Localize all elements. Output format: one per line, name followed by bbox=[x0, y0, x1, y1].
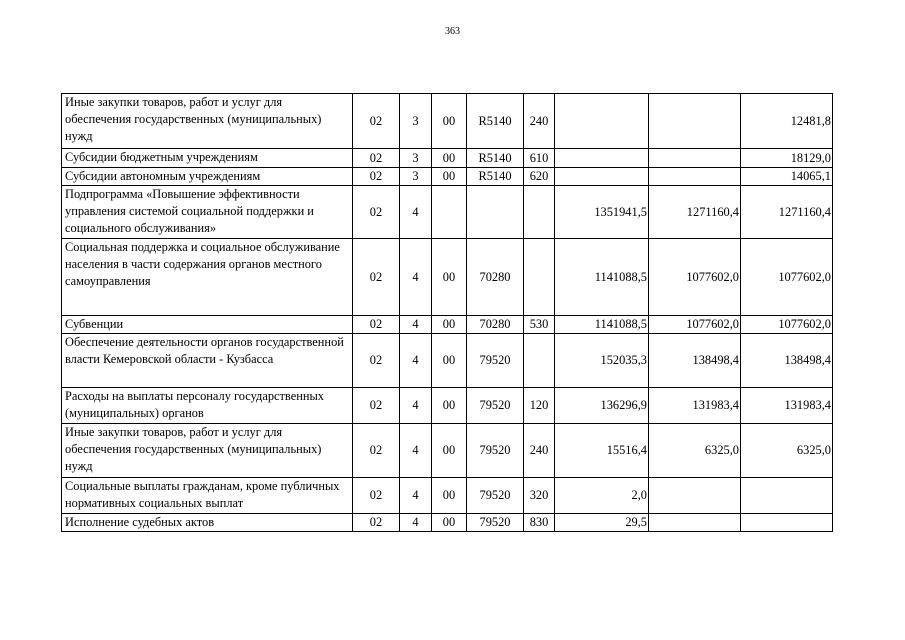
table-row bbox=[62, 388, 833, 424]
amount-year1-cell: 1351941,5 bbox=[555, 186, 649, 239]
section-code-cell: 02 bbox=[353, 316, 400, 334]
expense-type-code-cell: 120 bbox=[524, 388, 555, 424]
expense-name-cell: Исполнение судебных актов bbox=[62, 514, 353, 532]
amount-year2-cell bbox=[649, 478, 741, 514]
section-code-cell: 02 bbox=[353, 388, 400, 424]
expense-type-code-cell: 320 bbox=[524, 478, 555, 514]
amount-year3-cell bbox=[741, 514, 833, 532]
subsection-code-cell: 4 bbox=[400, 239, 432, 316]
expense-type-code-cell bbox=[524, 239, 555, 316]
program-code-cell: 00 bbox=[432, 424, 467, 478]
amount-year2-cell bbox=[649, 94, 741, 149]
expense-type-code-cell bbox=[524, 186, 555, 239]
amount-year1-cell bbox=[555, 168, 649, 186]
table-row bbox=[62, 168, 833, 186]
amount-year1-cell: 152035,3 bbox=[555, 334, 649, 388]
table-row bbox=[62, 239, 833, 316]
expense-name-cell: Расходы на выплаты персоналу государственных (муниципальных) органов bbox=[62, 388, 353, 424]
expense-name-cell: Подпрограмма «Повышение эффективности управления системой социальной поддержки и социального обслуживания» bbox=[62, 186, 353, 239]
amount-year3-cell: 1077602,0 bbox=[741, 239, 833, 316]
table-row bbox=[62, 149, 833, 168]
target-code-cell: R5140 bbox=[467, 94, 524, 149]
expense-type-code-cell: 240 bbox=[524, 94, 555, 149]
subsection-code-cell: 4 bbox=[400, 388, 432, 424]
amount-year3-cell: 12481,8 bbox=[741, 94, 833, 149]
amount-year2-cell: 131983,4 bbox=[649, 388, 741, 424]
target-code-cell: R5140 bbox=[467, 168, 524, 186]
program-code-cell: 00 bbox=[432, 239, 467, 316]
amount-year2-cell: 138498,4 bbox=[649, 334, 741, 388]
section-code-cell: 02 bbox=[353, 424, 400, 478]
program-code-cell: 00 bbox=[432, 388, 467, 424]
budget-table bbox=[61, 93, 833, 532]
section-code-cell: 02 bbox=[353, 478, 400, 514]
expense-name-cell: Иные закупки товаров, работ и услуг для обеспечения государственных (муниципальных) нужд bbox=[62, 94, 353, 149]
subsection-code-cell: 4 bbox=[400, 478, 432, 514]
program-code-cell: 00 bbox=[432, 514, 467, 532]
section-code-cell: 02 bbox=[353, 514, 400, 532]
target-code-cell: 70280 bbox=[467, 316, 524, 334]
section-code-cell: 02 bbox=[353, 94, 400, 149]
amount-year1-cell: 1141088,5 bbox=[555, 239, 649, 316]
subsection-code-cell: 4 bbox=[400, 186, 432, 239]
amount-year1-cell bbox=[555, 94, 649, 149]
table-row bbox=[62, 186, 833, 239]
expense-name-cell: Социальные выплаты гражданам, кроме публичных нормативных социальных выплат bbox=[62, 478, 353, 514]
program-code-cell: 00 bbox=[432, 334, 467, 388]
amount-year3-cell: 18129,0 bbox=[741, 149, 833, 168]
expense-name-cell: Обеспечение деятельности органов государственной власти Кемеровской области - Кузбасса bbox=[62, 334, 353, 388]
expense-name-cell: Социальная поддержка и социальное обслуживание населения в части содержания органов местного самоуправления bbox=[62, 239, 353, 316]
expense-name-cell: Субвенции bbox=[62, 316, 353, 334]
section-code-cell: 02 bbox=[353, 186, 400, 239]
target-code-cell: 79520 bbox=[467, 388, 524, 424]
amount-year3-cell: 1077602,0 bbox=[741, 316, 833, 334]
expense-name-cell: Иные закупки товаров, работ и услуг для обеспечения государственных (муниципальных) нужд bbox=[62, 424, 353, 478]
expense-type-code-cell: 610 bbox=[524, 149, 555, 168]
target-code-cell: 79520 bbox=[467, 478, 524, 514]
amount-year2-cell bbox=[649, 149, 741, 168]
subsection-code-cell: 4 bbox=[400, 334, 432, 388]
expense-type-code-cell: 530 bbox=[524, 316, 555, 334]
amount-year1-cell: 15516,4 bbox=[555, 424, 649, 478]
amount-year2-cell bbox=[649, 514, 741, 532]
amount-year3-cell: 1271160,4 bbox=[741, 186, 833, 239]
section-code-cell: 02 bbox=[353, 149, 400, 168]
section-code-cell: 02 bbox=[353, 239, 400, 316]
expense-type-code-cell: 620 bbox=[524, 168, 555, 186]
program-code-cell: 00 bbox=[432, 478, 467, 514]
amount-year3-cell: 131983,4 bbox=[741, 388, 833, 424]
target-code-cell: 79520 bbox=[467, 334, 524, 388]
program-code-cell: 00 bbox=[432, 149, 467, 168]
expense-type-code-cell: 830 bbox=[524, 514, 555, 532]
amount-year3-cell: 6325,0 bbox=[741, 424, 833, 478]
amount-year3-cell bbox=[741, 478, 833, 514]
amount-year3-cell: 138498,4 bbox=[741, 334, 833, 388]
subsection-code-cell: 4 bbox=[400, 424, 432, 478]
target-code-cell: 79520 bbox=[467, 424, 524, 478]
expense-type-code-cell bbox=[524, 334, 555, 388]
amount-year2-cell: 1271160,4 bbox=[649, 186, 741, 239]
amount-year2-cell: 1077602,0 bbox=[649, 316, 741, 334]
amount-year1-cell: 29,5 bbox=[555, 514, 649, 532]
amount-year1-cell: 136296,9 bbox=[555, 388, 649, 424]
amount-year2-cell bbox=[649, 168, 741, 186]
amount-year3-cell: 14065,1 bbox=[741, 168, 833, 186]
amount-year1-cell: 1141088,5 bbox=[555, 316, 649, 334]
section-code-cell: 02 bbox=[353, 334, 400, 388]
expense-name-cell: Субсидии бюджетным учреждениям bbox=[62, 149, 353, 168]
expense-name-cell: Субсидии автономным учреждениям bbox=[62, 168, 353, 186]
subsection-code-cell: 3 bbox=[400, 168, 432, 186]
table-row bbox=[62, 316, 833, 334]
budget-table-body bbox=[62, 94, 833, 532]
amount-year2-cell: 1077602,0 bbox=[649, 239, 741, 316]
table-row bbox=[62, 478, 833, 514]
expense-type-code-cell: 240 bbox=[524, 424, 555, 478]
target-code-cell: 70280 bbox=[467, 239, 524, 316]
target-code-cell bbox=[467, 186, 524, 239]
subsection-code-cell: 3 bbox=[400, 149, 432, 168]
page-number: 363 bbox=[445, 26, 460, 37]
table-row bbox=[62, 514, 833, 532]
program-code-cell bbox=[432, 186, 467, 239]
program-code-cell: 00 bbox=[432, 168, 467, 186]
subsection-code-cell: 3 bbox=[400, 94, 432, 149]
amount-year1-cell bbox=[555, 149, 649, 168]
program-code-cell: 00 bbox=[432, 316, 467, 334]
table-row bbox=[62, 424, 833, 478]
program-code-cell: 00 bbox=[432, 94, 467, 149]
target-code-cell: 79520 bbox=[467, 514, 524, 532]
amount-year1-cell: 2,0 bbox=[555, 478, 649, 514]
amount-year2-cell: 6325,0 bbox=[649, 424, 741, 478]
subsection-code-cell: 4 bbox=[400, 316, 432, 334]
table-row bbox=[62, 94, 833, 149]
subsection-code-cell: 4 bbox=[400, 514, 432, 532]
section-code-cell: 02 bbox=[353, 168, 400, 186]
table-row bbox=[62, 334, 833, 388]
target-code-cell: R5140 bbox=[467, 149, 524, 168]
